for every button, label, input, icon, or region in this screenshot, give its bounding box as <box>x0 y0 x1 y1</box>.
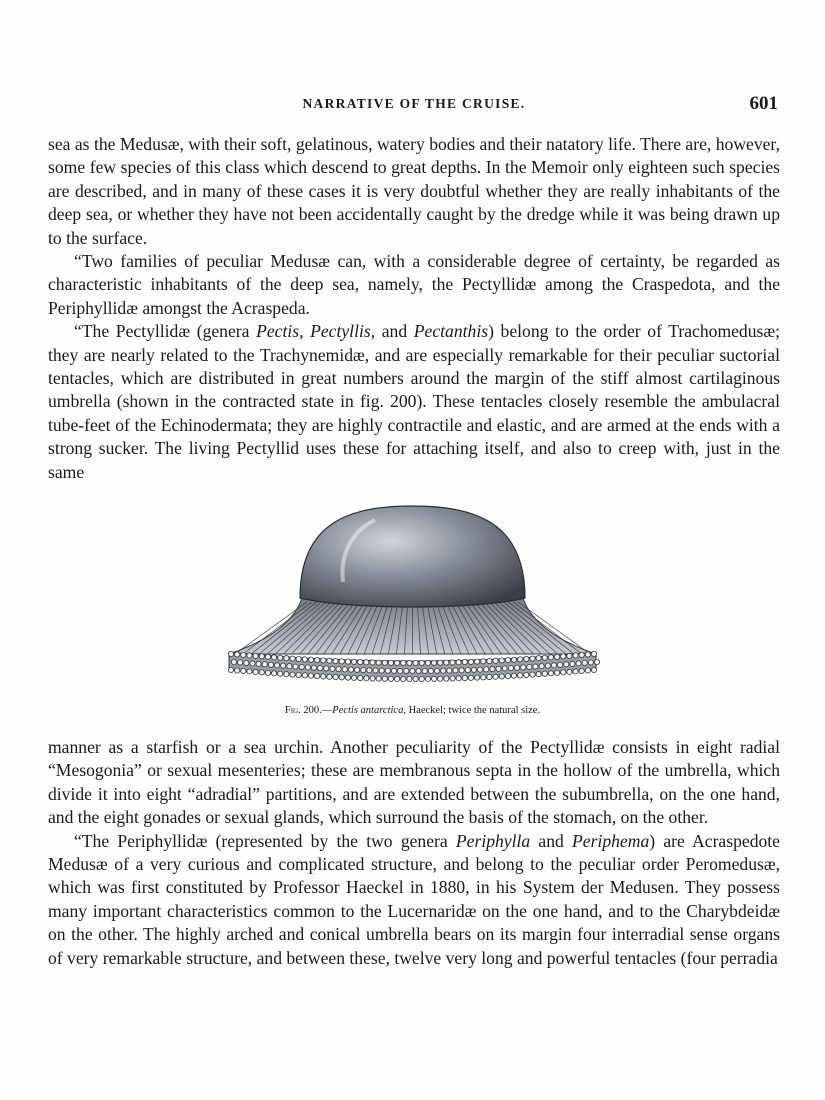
tentacle-sucker <box>471 667 476 672</box>
paragraph-continuation: sea as the Medusæ, with their soft, gelatinous, watery bodies and their natatory life. There are, however, some few species of this class which descend to great depths. In the Memoir only eighteen such species are described, and in many of these cases it is very doubtful whether they are really inhabitants of the deep sea, or whether they have not been accidentally caught by the dredge while it was being drawn up to the surface. <box>48 134 780 248</box>
tentacle-sucker <box>302 673 307 678</box>
tentacle-sucker <box>274 663 279 668</box>
tentacle-sucker <box>428 668 433 673</box>
tentacle-sucker <box>231 659 236 664</box>
page-number: 601 <box>749 93 778 114</box>
tentacle-sucker <box>235 652 240 657</box>
tentacle-sucker <box>453 668 458 673</box>
tentacle-sucker <box>339 659 344 664</box>
tentacle-sucker <box>514 665 519 670</box>
tentacle-sucker <box>259 654 264 659</box>
tentacle-sucker <box>416 668 421 673</box>
tentacle-sucker <box>484 667 489 672</box>
tentacle-sucker <box>358 659 363 664</box>
tentacle-sucker <box>370 660 375 665</box>
tentacle-sucker <box>465 667 470 672</box>
tentacle-sucker <box>398 668 403 673</box>
tentacle-sucker <box>551 663 556 668</box>
tentacle-sucker <box>284 656 289 661</box>
tentacle-sucker <box>241 668 246 673</box>
body-text-upper <box>48 133 780 484</box>
tentacle-sucker <box>554 670 559 675</box>
tentacle-sucker <box>395 676 400 681</box>
tentacle-sucker <box>370 676 375 681</box>
tentacle-sucker <box>391 668 396 673</box>
tentacle-sucker <box>557 662 562 667</box>
tentacle-sucker <box>438 676 443 681</box>
paragraph-pectyllidae <box>48 320 780 484</box>
tentacle-sucker <box>518 673 523 678</box>
tentacle-sucker <box>444 676 449 681</box>
tentacle-sucker <box>253 669 258 674</box>
tentacle-sucker <box>278 655 283 660</box>
tentacle-sucker <box>293 664 298 669</box>
tentacle-sucker <box>487 658 492 663</box>
tentacle-sucker <box>308 657 313 662</box>
tentacle-sucker <box>459 668 464 673</box>
tentacle-sucker <box>284 672 289 677</box>
tentacle-sucker <box>450 676 455 681</box>
p4-text-3: ) are Acraspedote Medusæ of a very curious and complicated structure, and belong to the peculiar order Peromedusæ, which was first constituted by Professor Haeckel in 1880, in his System der Medusen. They possess many important characteristics common to the Lucernaridæ on the one hand, and to the Charybdeidæ on the other. The highly arched and conical umbrella bears on its margin four interradial sense organs of very remarkable structure, and between these, twelve very long and powerful tentacles (four perradia <box>48 830 780 968</box>
tentacle-sucker <box>478 667 483 672</box>
tentacle-sucker <box>379 668 384 673</box>
tentacle-sucker <box>579 668 584 673</box>
tentacle-sucker <box>585 668 590 673</box>
tentacle-sucker <box>475 675 480 680</box>
tentacle-sucker <box>530 656 535 661</box>
tentacle-sucker <box>481 659 486 664</box>
tentacle-sucker <box>431 660 436 665</box>
tentacle-sucker <box>244 660 249 665</box>
tentacle-sucker <box>493 674 498 679</box>
tentacle-sucker <box>296 672 301 677</box>
tentacle-sucker <box>447 668 452 673</box>
tentacle-sucker <box>554 654 559 659</box>
paragraph-families: “Two families of peculiar Medusæ can, with a considerable degree of certainty, be regarded as characteristic inhabitants of the deep sea, namely, the Pectyllidæ among the Craspedota, and the Periphyllidæ amongst the Acraspeda. <box>48 251 780 318</box>
umbrella-dome <box>300 506 525 607</box>
tentacle-sucker <box>573 669 578 674</box>
tentacle-sucker <box>505 658 510 663</box>
tentacle-sucker <box>395 660 400 665</box>
tentacle-sucker <box>539 664 544 669</box>
tentacle-sucker <box>487 674 492 679</box>
tentacle-sucker <box>407 660 412 665</box>
tentacle-sucker <box>561 670 566 675</box>
tentacle-sucker <box>327 674 332 679</box>
tentacle-sucker <box>468 659 473 664</box>
tentacle-sucker <box>407 676 412 681</box>
tentacle-sucker <box>235 668 240 673</box>
tentacle-sucker <box>462 659 467 664</box>
body-text-lower <box>48 736 780 970</box>
p3-text-4: ) belong to the order of Trachomedusæ; they are nearly related to the Trachynemidæ, and are especially remarkable for their peculiar suctorial tentacles, which are distributed in great numbers around the margin of the stiff almost cartilaginous umbrella (shown in the contracted state in fig. 200). These tentacles closely resemble the ambulacral tube-feet of the Echinodermata; they are highly contractile and elastic, and are armed at the ends with a strong sucker. The living Pectyllid uses these for attaching itself, and also to creep with, just in the same <box>48 321 780 482</box>
tentacle-sucker <box>262 662 267 667</box>
tentacle-sucker <box>382 660 387 665</box>
caption-species: Pectis antarctica <box>332 705 404 716</box>
tentacle-sucker <box>373 668 378 673</box>
tentacle-sucker <box>228 667 233 672</box>
tentacle-sucker <box>475 659 480 664</box>
tentacle-sucker <box>536 656 541 661</box>
tentacle-sucker <box>561 654 566 659</box>
page-header <box>48 93 780 120</box>
tentacle-sucker <box>456 660 461 665</box>
tentacle-sucker <box>530 672 535 677</box>
tentacle-sucker <box>511 673 516 678</box>
tentacle-sucker <box>238 660 243 665</box>
tentacle-sucker <box>524 672 529 677</box>
tentacle-sucker <box>456 676 461 681</box>
p4-text-2: and <box>530 830 573 851</box>
tentacle-sucker <box>278 671 283 676</box>
tentacle-sucker <box>444 660 449 665</box>
tentacle-sucker <box>308 673 313 678</box>
caption-rest: , Haeckel; twice the natural size. <box>403 705 541 716</box>
p3-text-1: “The Pectyllidæ (genera <box>74 321 257 342</box>
tentacle-sucker <box>462 675 467 680</box>
genus-periphylla: Periphylla <box>455 830 531 851</box>
tentacle-sucker <box>290 656 295 661</box>
tentacle-sucker <box>388 660 393 665</box>
tentacle-sucker <box>468 675 473 680</box>
tentacle-sucker <box>268 662 273 667</box>
tentacle-sucker <box>425 676 430 681</box>
tentacle-sucker <box>542 655 547 660</box>
tentacle-sucker <box>545 663 550 668</box>
medusa-illustration <box>225 502 600 694</box>
tentacle-sucker <box>499 658 504 663</box>
tentacle-sucker <box>419 676 424 681</box>
tentacle-sucker <box>321 674 326 679</box>
tentacle-sucker <box>527 664 532 669</box>
tentacle-sucker <box>573 653 578 658</box>
tentacle-sucker <box>305 665 310 670</box>
tentacle-sucker <box>354 667 359 672</box>
tentacle-sucker <box>548 655 553 660</box>
tentacle-sucker <box>401 660 406 665</box>
figure-caption <box>0 705 825 716</box>
paragraph-pectyllidae-continued: manner as a starfish or a sea urchin. Another peculiarity of the Pectyllidæ consists in eight radial “Mesogonia” or sexual mesenteries; these are membranous septa in the hollow of the umbrella, which divide it into eight “adradial” partitions, and are extended between the subumbrella, on the one hand, and the eight gonades or sexual glands, which surround the basis of the stomach, on the other. <box>48 737 780 828</box>
tentacle-sucker <box>318 666 323 671</box>
tentacle-sucker <box>290 672 295 677</box>
tentacle-sucker <box>505 674 510 679</box>
tentacle-sucker <box>299 664 304 669</box>
tentacle-sucker <box>567 653 572 658</box>
tentacle-sucker <box>256 661 261 666</box>
tentacle-sucker <box>502 666 507 671</box>
p3-text-3: , and <box>370 321 414 342</box>
tentacle-sucker <box>425 660 430 665</box>
tentacle-sucker <box>281 663 286 668</box>
tentacle-sucker <box>438 660 443 665</box>
tentacle-sucker <box>259 670 264 675</box>
figure-200 <box>225 502 600 694</box>
tentacle-sucker <box>367 668 372 673</box>
tentacle-sucker <box>434 668 439 673</box>
p3-text-2: , <box>299 321 311 342</box>
tentacle-sucker <box>591 651 596 656</box>
tentacle-sucker <box>302 657 307 662</box>
tentacle-sucker <box>250 661 255 666</box>
tentacle-sucker <box>364 660 369 665</box>
tentacle-sucker <box>324 666 329 671</box>
tentacle-sucker <box>579 652 584 657</box>
tentacle-sucker <box>564 662 569 667</box>
tentacle-sucker <box>333 658 338 663</box>
tentacle-sucker <box>481 675 486 680</box>
tentacle-sucker <box>591 667 596 672</box>
tentacle-sucker <box>450 660 455 665</box>
tentacle-sucker <box>321 658 326 663</box>
genus-pectanthis: Pectanthis <box>413 321 489 342</box>
tentacle-sucker <box>376 660 381 665</box>
p4-text-1: “The Periphyllidæ (represented by the two genera <box>74 830 456 851</box>
tentacle-sucker <box>570 661 575 666</box>
tentacle-sucker <box>422 668 427 673</box>
caption-label: Fig. 200. <box>284 705 322 716</box>
genus-periphema: Periphema <box>572 830 650 851</box>
tentacle-sucker <box>345 675 350 680</box>
tentacle-sucker <box>496 666 501 671</box>
tentacle-sucker <box>311 665 316 670</box>
tentacle-sucker <box>339 675 344 680</box>
tentacle-sucker <box>348 667 353 672</box>
paragraph-periphyllidae <box>48 830 780 970</box>
tentacle-sucker <box>419 660 424 665</box>
tentacle-sucker <box>287 664 292 669</box>
tentacle-sucker <box>490 666 495 671</box>
tentacle-sucker <box>271 655 276 660</box>
tentacle-sucker <box>533 664 538 669</box>
tentacle-sucker <box>345 659 350 664</box>
tentacle-sucker <box>401 676 406 681</box>
tentacle-sucker <box>315 658 320 663</box>
tentacle-sucker <box>361 667 366 672</box>
tentacle-sucker <box>413 676 418 681</box>
tentacle-sucker <box>582 660 587 665</box>
tentacle-sucker <box>247 669 252 674</box>
tentacle-sucker <box>253 653 258 658</box>
tentacle-sucker <box>265 670 270 675</box>
tentacle-sucker <box>376 676 381 681</box>
running-head: NARRATIVE OF THE CRUISE. <box>302 96 526 111</box>
tentacle-sucker <box>431 676 436 681</box>
tentacle-sucker <box>521 665 526 670</box>
tentacle-sucker <box>536 672 541 677</box>
tentacle-sucker <box>265 654 270 659</box>
tentacle-sucker <box>271 671 276 676</box>
tentacle-sucker <box>588 660 593 665</box>
tentacle-sucker <box>508 666 513 671</box>
tentacle-sucker <box>336 666 341 671</box>
tentacle-sucker <box>567 669 572 674</box>
tentacle-sucker <box>327 658 332 663</box>
tentacle-sucker <box>493 658 498 663</box>
tentacle-sucker <box>404 668 409 673</box>
tentacle-sucker <box>413 660 418 665</box>
genus-pectyllis: Pectyllis <box>310 321 371 342</box>
tentacle-sucker <box>364 676 369 681</box>
tentacle-sucker <box>524 656 529 661</box>
tentacle-sucker <box>388 676 393 681</box>
tentacle-sucker <box>358 675 363 680</box>
tentacle-sucker <box>594 659 599 664</box>
tentacle-sucker <box>548 671 553 676</box>
tentacle-sucker <box>228 651 233 656</box>
tentacle-sucker <box>410 668 415 673</box>
tentacle-sucker <box>333 674 338 679</box>
tentacle-sucker <box>296 656 301 661</box>
genus-pectis: Pectis <box>256 321 300 342</box>
tentacle-sucker <box>241 652 246 657</box>
tentacle-sucker <box>542 671 547 676</box>
tentacle-sucker <box>518 657 523 662</box>
tentacle-sucker <box>585 652 590 657</box>
tentacle-sucker <box>385 668 390 673</box>
caption-dash: — <box>321 705 333 716</box>
tentacle-sucker <box>330 666 335 671</box>
tentacle-sucker <box>499 674 504 679</box>
tentacle-sucker <box>511 657 516 662</box>
tentacle-sucker <box>342 667 347 672</box>
tentacle-sucker <box>247 653 252 658</box>
tentacle-sucker <box>382 676 387 681</box>
tentacle-sucker <box>351 675 356 680</box>
tentacle-sucker <box>576 661 581 666</box>
tentacle-sucker <box>315 674 320 679</box>
tentacle-sucker <box>351 659 356 664</box>
tentacle-sucker <box>441 668 446 673</box>
